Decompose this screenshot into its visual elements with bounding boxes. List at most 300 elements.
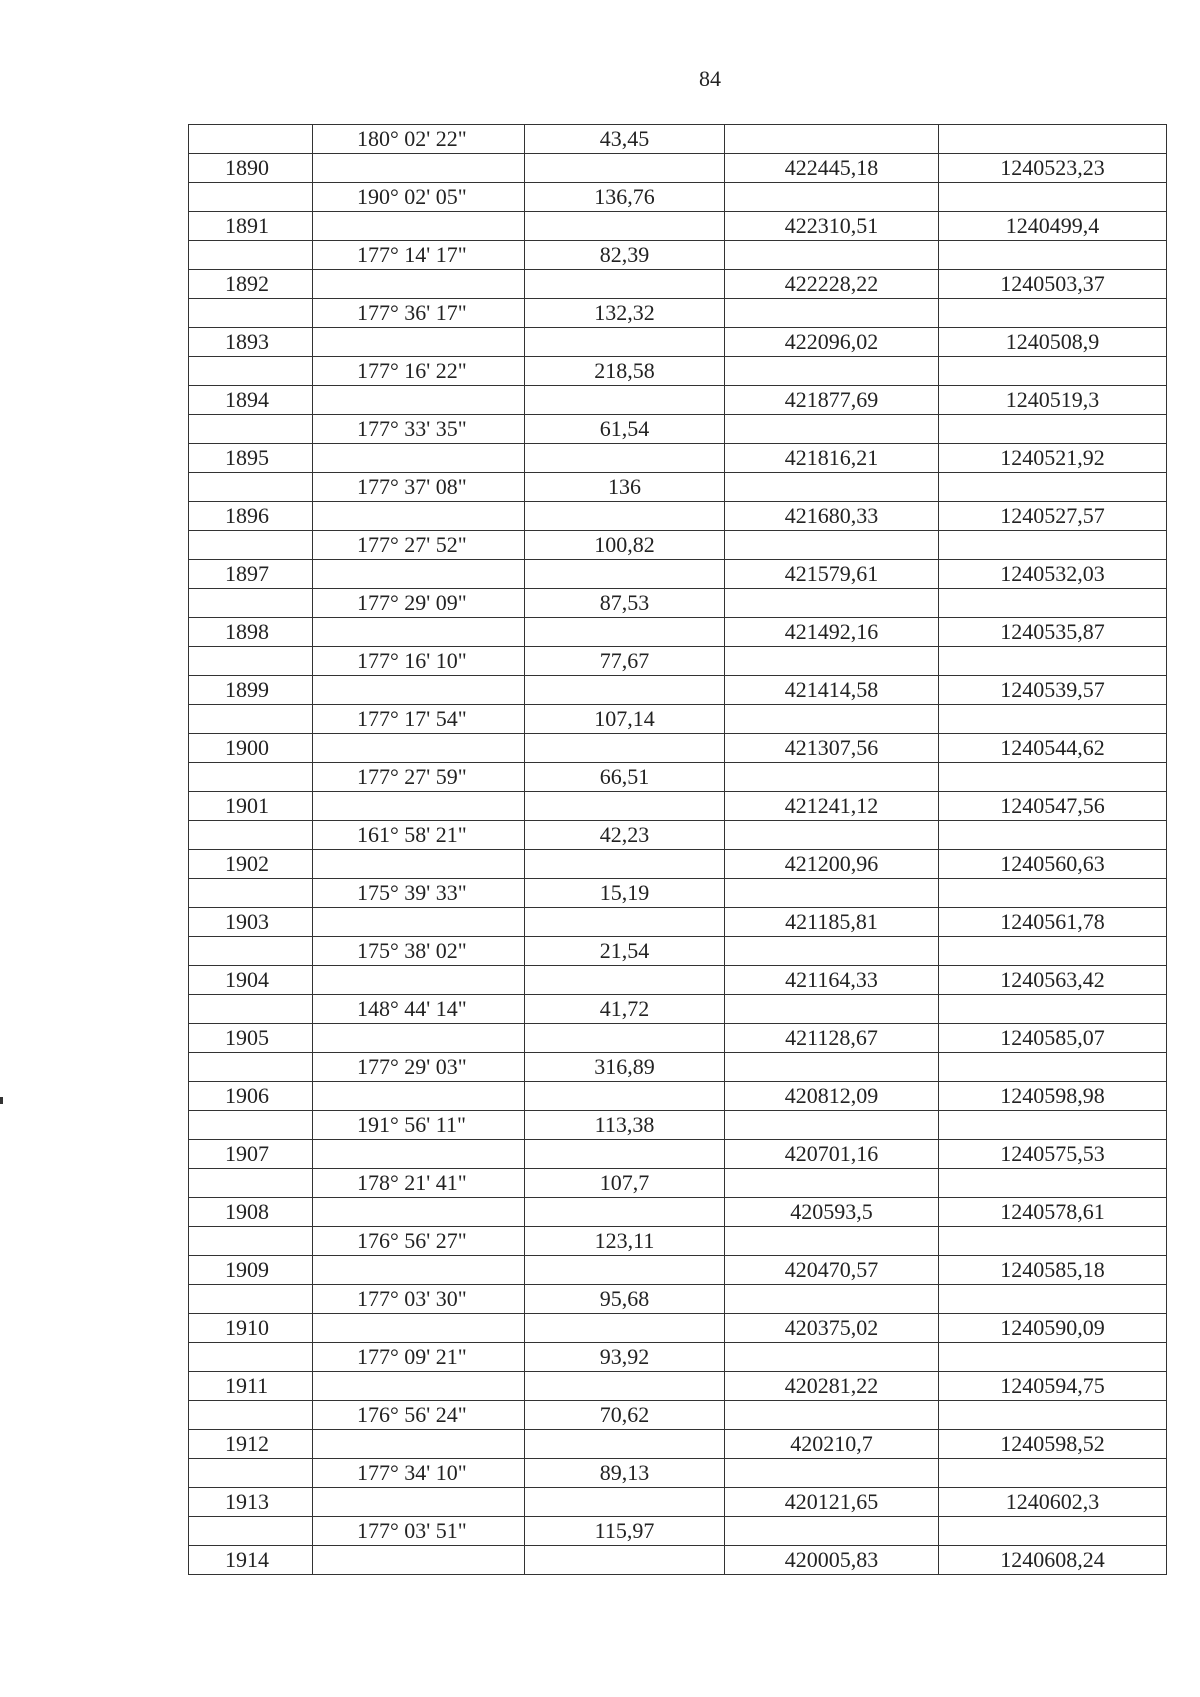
angle-cell: 177° 17' 54" [313,705,525,734]
y-cell-empty [939,473,1167,502]
y-coordinate-cell: 1240608,24 [939,1546,1167,1575]
point-cell-empty [189,473,313,502]
y-coordinate-cell: 1240602,3 [939,1488,1167,1517]
distance-cell: 43,45 [525,125,725,154]
angle-cell: 177° 16' 22" [313,357,525,386]
x-cell-empty [725,357,939,386]
distance-cell-empty [525,966,725,995]
x-cell-empty [725,415,939,444]
x-cell-empty [725,763,939,792]
distance-cell: 100,82 [525,531,725,560]
x-cell-empty [725,1285,939,1314]
distance-cell: 93,92 [525,1343,725,1372]
angle-cell: 175° 38' 02" [313,937,525,966]
y-coordinate-cell: 1240503,37 [939,270,1167,299]
y-coordinate-cell: 1240521,92 [939,444,1167,473]
distance-cell-empty [525,1024,725,1053]
x-coordinate-cell: 420701,16 [725,1140,939,1169]
point-number-cell: 1903 [189,908,313,937]
x-coordinate-cell: 422096,02 [725,328,939,357]
point-row [189,386,1167,415]
point-cell-empty [189,589,313,618]
point-cell-empty [189,183,313,212]
point-cell-empty [189,1169,313,1198]
point-number-cell: 1892 [189,270,313,299]
angle-cell: 180° 02' 22" [313,125,525,154]
angle-cell: 177° 37' 08" [313,473,525,502]
angle-cell: 177° 14' 17" [313,241,525,270]
point-row [189,1314,1167,1343]
x-cell-empty [725,1343,939,1372]
y-coordinate-cell: 1240585,07 [939,1024,1167,1053]
angle-cell-empty [313,560,525,589]
point-cell-empty [189,763,313,792]
point-cell-empty [189,879,313,908]
point-number-cell: 1908 [189,1198,313,1227]
y-cell-empty [939,1053,1167,1082]
angle-cell: 177° 27' 59" [313,763,525,792]
y-coordinate-cell: 1240575,53 [939,1140,1167,1169]
point-row [189,1082,1167,1111]
distance-cell: 15,19 [525,879,725,908]
point-number-cell: 1914 [189,1546,313,1575]
point-row [189,1024,1167,1053]
distance-cell: 136,76 [525,183,725,212]
segment-row [189,473,1167,502]
angle-cell: 177° 09' 21" [313,1343,525,1372]
x-coordinate-cell: 420470,57 [725,1256,939,1285]
x-coordinate-cell: 420121,65 [725,1488,939,1517]
point-number-cell: 1905 [189,1024,313,1053]
point-number-cell: 1897 [189,560,313,589]
distance-cell-empty [525,618,725,647]
x-coordinate-cell: 421241,12 [725,792,939,821]
x-cell-empty [725,647,939,676]
y-cell-empty [939,995,1167,1024]
distance-cell: 136 [525,473,725,502]
distance-cell: 42,23 [525,821,725,850]
y-coordinate-cell: 1240547,56 [939,792,1167,821]
segment-row [189,1343,1167,1372]
angle-cell-empty [313,908,525,937]
distance-cell-empty [525,908,725,937]
point-number-cell: 1907 [189,1140,313,1169]
angle-cell-empty [313,1430,525,1459]
x-coordinate-cell: 420812,09 [725,1082,939,1111]
segment-row [189,531,1167,560]
point-number-cell: 1901 [189,792,313,821]
point-row [189,1256,1167,1285]
segment-row [189,357,1167,386]
point-row [189,1140,1167,1169]
x-cell-empty [725,821,939,850]
angle-cell-empty [313,1198,525,1227]
y-coordinate-cell: 1240578,61 [939,1198,1167,1227]
point-row [189,212,1167,241]
y-cell-empty [939,183,1167,212]
y-coordinate-cell: 1240527,57 [939,502,1167,531]
point-number-cell: 1893 [189,328,313,357]
distance-cell-empty [525,1140,725,1169]
angle-cell-empty [313,1024,525,1053]
distance-cell: 218,58 [525,357,725,386]
y-cell-empty [939,821,1167,850]
point-cell-empty [189,1517,313,1546]
x-cell-empty [725,473,939,502]
point-row [189,850,1167,879]
y-coordinate-cell: 1240561,78 [939,908,1167,937]
segment-row [189,763,1167,792]
y-cell-empty [939,1343,1167,1372]
angle-cell-empty [313,1314,525,1343]
point-number-cell: 1900 [189,734,313,763]
distance-cell: 41,72 [525,995,725,1024]
angle-cell-empty [313,502,525,531]
y-cell-empty [939,1401,1167,1430]
point-number-cell: 1912 [189,1430,313,1459]
point-row [189,908,1167,937]
distance-cell: 132,32 [525,299,725,328]
y-cell-empty [939,531,1167,560]
distance-cell: 115,97 [525,1517,725,1546]
x-coordinate-cell: 422228,22 [725,270,939,299]
x-coordinate-cell: 421816,21 [725,444,939,473]
x-cell-empty [725,1401,939,1430]
x-coordinate-cell: 420281,22 [725,1372,939,1401]
distance-cell: 82,39 [525,241,725,270]
angle-cell: 176° 56' 24" [313,1401,525,1430]
point-number-cell: 1894 [189,386,313,415]
distance-cell-empty [525,1314,725,1343]
distance-cell-empty [525,444,725,473]
distance-cell-empty [525,560,725,589]
distance-cell-empty [525,270,725,299]
point-row [189,1198,1167,1227]
angle-cell: 177° 03' 51" [313,1517,525,1546]
y-cell-empty [939,647,1167,676]
point-cell-empty [189,995,313,1024]
angle-cell-empty [313,1140,525,1169]
distance-cell-empty [525,1546,725,1575]
distance-cell: 113,38 [525,1111,725,1140]
angle-cell: 177° 29' 03" [313,1053,525,1082]
x-coordinate-cell: 421164,33 [725,966,939,995]
point-row [189,1372,1167,1401]
y-coordinate-cell: 1240560,63 [939,850,1167,879]
y-cell-empty [939,357,1167,386]
x-coordinate-cell: 421579,61 [725,560,939,589]
x-cell-empty [725,879,939,908]
segment-row [189,1053,1167,1082]
point-row [189,560,1167,589]
y-coordinate-cell: 1240535,87 [939,618,1167,647]
angle-cell: 177° 27' 52" [313,531,525,560]
angle-cell: 176° 56' 27" [313,1227,525,1256]
distance-cell-empty [525,1372,725,1401]
x-cell-empty [725,995,939,1024]
x-cell-empty [725,299,939,328]
point-row [189,676,1167,705]
point-number-cell: 1910 [189,1314,313,1343]
point-number-cell: 1909 [189,1256,313,1285]
x-coordinate-cell: 421307,56 [725,734,939,763]
angle-cell-empty [313,850,525,879]
point-row [189,1488,1167,1517]
segment-row [189,589,1167,618]
point-number-cell: 1891 [189,212,313,241]
segment-row [189,937,1167,966]
angle-cell: 177° 33' 35" [313,415,525,444]
point-row [189,734,1167,763]
point-cell-empty [189,937,313,966]
angle-cell-empty [313,734,525,763]
segment-row [189,125,1167,154]
y-cell-empty [939,705,1167,734]
point-row [189,328,1167,357]
x-cell-empty [725,125,939,154]
point-cell-empty [189,1459,313,1488]
angle-cell: 191° 56' 11" [313,1111,525,1140]
angle-cell-empty [313,1082,525,1111]
angle-cell-empty [313,270,525,299]
segment-row [189,183,1167,212]
point-cell-empty [189,1053,313,1082]
y-cell-empty [939,937,1167,966]
angle-cell: 177° 36' 17" [313,299,525,328]
distance-cell: 70,62 [525,1401,725,1430]
y-coordinate-cell: 1240523,23 [939,154,1167,183]
x-coordinate-cell: 420593,5 [725,1198,939,1227]
angle-cell-empty [313,676,525,705]
distance-cell-empty [525,850,725,879]
point-number-cell: 1902 [189,850,313,879]
y-cell-empty [939,1227,1167,1256]
segment-row [189,1111,1167,1140]
distance-cell: 107,14 [525,705,725,734]
point-cell-empty [189,821,313,850]
y-coordinate-cell: 1240563,42 [939,966,1167,995]
angle-cell-empty [313,1546,525,1575]
x-cell-empty [725,1517,939,1546]
point-row [189,1546,1167,1575]
y-cell-empty [939,879,1167,908]
x-cell-empty [725,1459,939,1488]
y-coordinate-cell: 1240532,03 [939,560,1167,589]
x-coordinate-cell: 421877,69 [725,386,939,415]
point-cell-empty [189,531,313,560]
segment-row [189,415,1167,444]
point-number-cell: 1899 [189,676,313,705]
segment-row [189,1459,1167,1488]
point-cell-empty [189,1401,313,1430]
coordinates-table-body [189,125,1167,1575]
y-cell-empty [939,1517,1167,1546]
segment-row [189,647,1167,676]
x-coordinate-cell: 421185,81 [725,908,939,937]
point-row [189,966,1167,995]
y-coordinate-cell: 1240598,52 [939,1430,1167,1459]
point-number-cell: 1890 [189,154,313,183]
x-cell-empty [725,705,939,734]
x-coordinate-cell: 421200,96 [725,850,939,879]
point-row [189,270,1167,299]
point-row [189,502,1167,531]
distance-cell-empty [525,1488,725,1517]
distance-cell-empty [525,212,725,241]
segment-row [189,1401,1167,1430]
angle-cell: 178° 21' 41" [313,1169,525,1198]
angle-cell: 161° 58' 21" [313,821,525,850]
point-number-cell: 1913 [189,1488,313,1517]
point-cell-empty [189,1343,313,1372]
point-cell-empty [189,415,313,444]
y-cell-empty [939,415,1167,444]
distance-cell: 95,68 [525,1285,725,1314]
x-cell-empty [725,1227,939,1256]
angle-cell-empty [313,212,525,241]
distance-cell-empty [525,1198,725,1227]
distance-cell: 107,7 [525,1169,725,1198]
y-coordinate-cell: 1240598,98 [939,1082,1167,1111]
x-cell-empty [725,937,939,966]
x-coordinate-cell: 422310,51 [725,212,939,241]
angle-cell-empty [313,1372,525,1401]
y-coordinate-cell: 1240508,9 [939,328,1167,357]
x-cell-empty [725,183,939,212]
coordinates-table [188,124,1167,1575]
x-coordinate-cell: 420210,7 [725,1430,939,1459]
point-number-cell: 1904 [189,966,313,995]
angle-cell: 148° 44' 14" [313,995,525,1024]
point-cell-empty [189,647,313,676]
point-row [189,154,1167,183]
point-row [189,618,1167,647]
page-number: 84 [699,66,721,91]
distance-cell: 77,67 [525,647,725,676]
angle-cell: 177° 29' 09" [313,589,525,618]
y-coordinate-cell: 1240499,4 [939,212,1167,241]
x-coordinate-cell: 420375,02 [725,1314,939,1343]
y-cell-empty [939,763,1167,792]
x-coordinate-cell: 421128,67 [725,1024,939,1053]
point-number-cell: 1895 [189,444,313,473]
y-cell-empty [939,1111,1167,1140]
x-cell-empty [725,1169,939,1198]
distance-cell-empty [525,328,725,357]
y-coordinate-cell: 1240519,3 [939,386,1167,415]
distance-cell-empty [525,1430,725,1459]
y-cell-empty [939,1285,1167,1314]
segment-row [189,879,1167,908]
x-cell-empty [725,531,939,560]
distance-cell-empty [525,676,725,705]
distance-cell: 21,54 [525,937,725,966]
point-row [189,1430,1167,1459]
x-coordinate-cell: 421680,33 [725,502,939,531]
y-cell-empty [939,241,1167,270]
point-number-cell: 1906 [189,1082,313,1111]
distance-cell: 123,11 [525,1227,725,1256]
distance-cell: 61,54 [525,415,725,444]
y-coordinate-cell: 1240594,75 [939,1372,1167,1401]
x-cell-empty [725,241,939,270]
angle-cell-empty [313,1256,525,1285]
x-cell-empty [725,589,939,618]
point-number-cell: 1898 [189,618,313,647]
angle-cell-empty [313,328,525,357]
point-cell-empty [189,125,313,154]
angle-cell-empty [313,1488,525,1517]
distance-cell-empty [525,154,725,183]
point-cell-empty [189,1111,313,1140]
point-cell-empty [189,241,313,270]
x-coordinate-cell: 421414,58 [725,676,939,705]
segment-row [189,1285,1167,1314]
x-cell-empty [725,1111,939,1140]
angle-cell: 190° 02' 05" [313,183,525,212]
point-row [189,792,1167,821]
point-number-cell: 1911 [189,1372,313,1401]
x-coordinate-cell: 422445,18 [725,154,939,183]
angle-cell: 175° 39' 33" [313,879,525,908]
angle-cell: 177° 34' 10" [313,1459,525,1488]
angle-cell: 177° 03' 30" [313,1285,525,1314]
distance-cell-empty [525,502,725,531]
segment-row [189,241,1167,270]
y-coordinate-cell: 1240590,09 [939,1314,1167,1343]
point-number-cell: 1896 [189,502,313,531]
point-cell-empty [189,705,313,734]
angle-cell: 177° 16' 10" [313,647,525,676]
y-coordinate-cell: 1240539,57 [939,676,1167,705]
distance-cell-empty [525,1082,725,1111]
y-cell-empty [939,1459,1167,1488]
distance-cell: 316,89 [525,1053,725,1082]
angle-cell-empty [313,792,525,821]
point-row [189,444,1167,473]
y-cell-empty [939,125,1167,154]
angle-cell-empty [313,618,525,647]
point-cell-empty [189,299,313,328]
distance-cell: 66,51 [525,763,725,792]
angle-cell-empty [313,154,525,183]
x-cell-empty [725,1053,939,1082]
x-coordinate-cell: 420005,83 [725,1546,939,1575]
x-coordinate-cell: 421492,16 [725,618,939,647]
distance-cell-empty [525,386,725,415]
y-cell-empty [939,589,1167,618]
segment-row [189,1517,1167,1546]
point-cell-empty [189,1285,313,1314]
angle-cell-empty [313,386,525,415]
distance-cell-empty [525,1256,725,1285]
point-cell-empty [189,357,313,386]
segment-row [189,821,1167,850]
distance-cell: 87,53 [525,589,725,618]
segment-row [189,299,1167,328]
angle-cell-empty [313,966,525,995]
y-coordinate-cell: 1240544,62 [939,734,1167,763]
scan-artifact [0,1097,3,1104]
distance-cell-empty [525,734,725,763]
segment-row [189,1227,1167,1256]
segment-row [189,1169,1167,1198]
y-coordinate-cell: 1240585,18 [939,1256,1167,1285]
y-cell-empty [939,1169,1167,1198]
distance-cell: 89,13 [525,1459,725,1488]
segment-row [189,705,1167,734]
point-cell-empty [189,1227,313,1256]
